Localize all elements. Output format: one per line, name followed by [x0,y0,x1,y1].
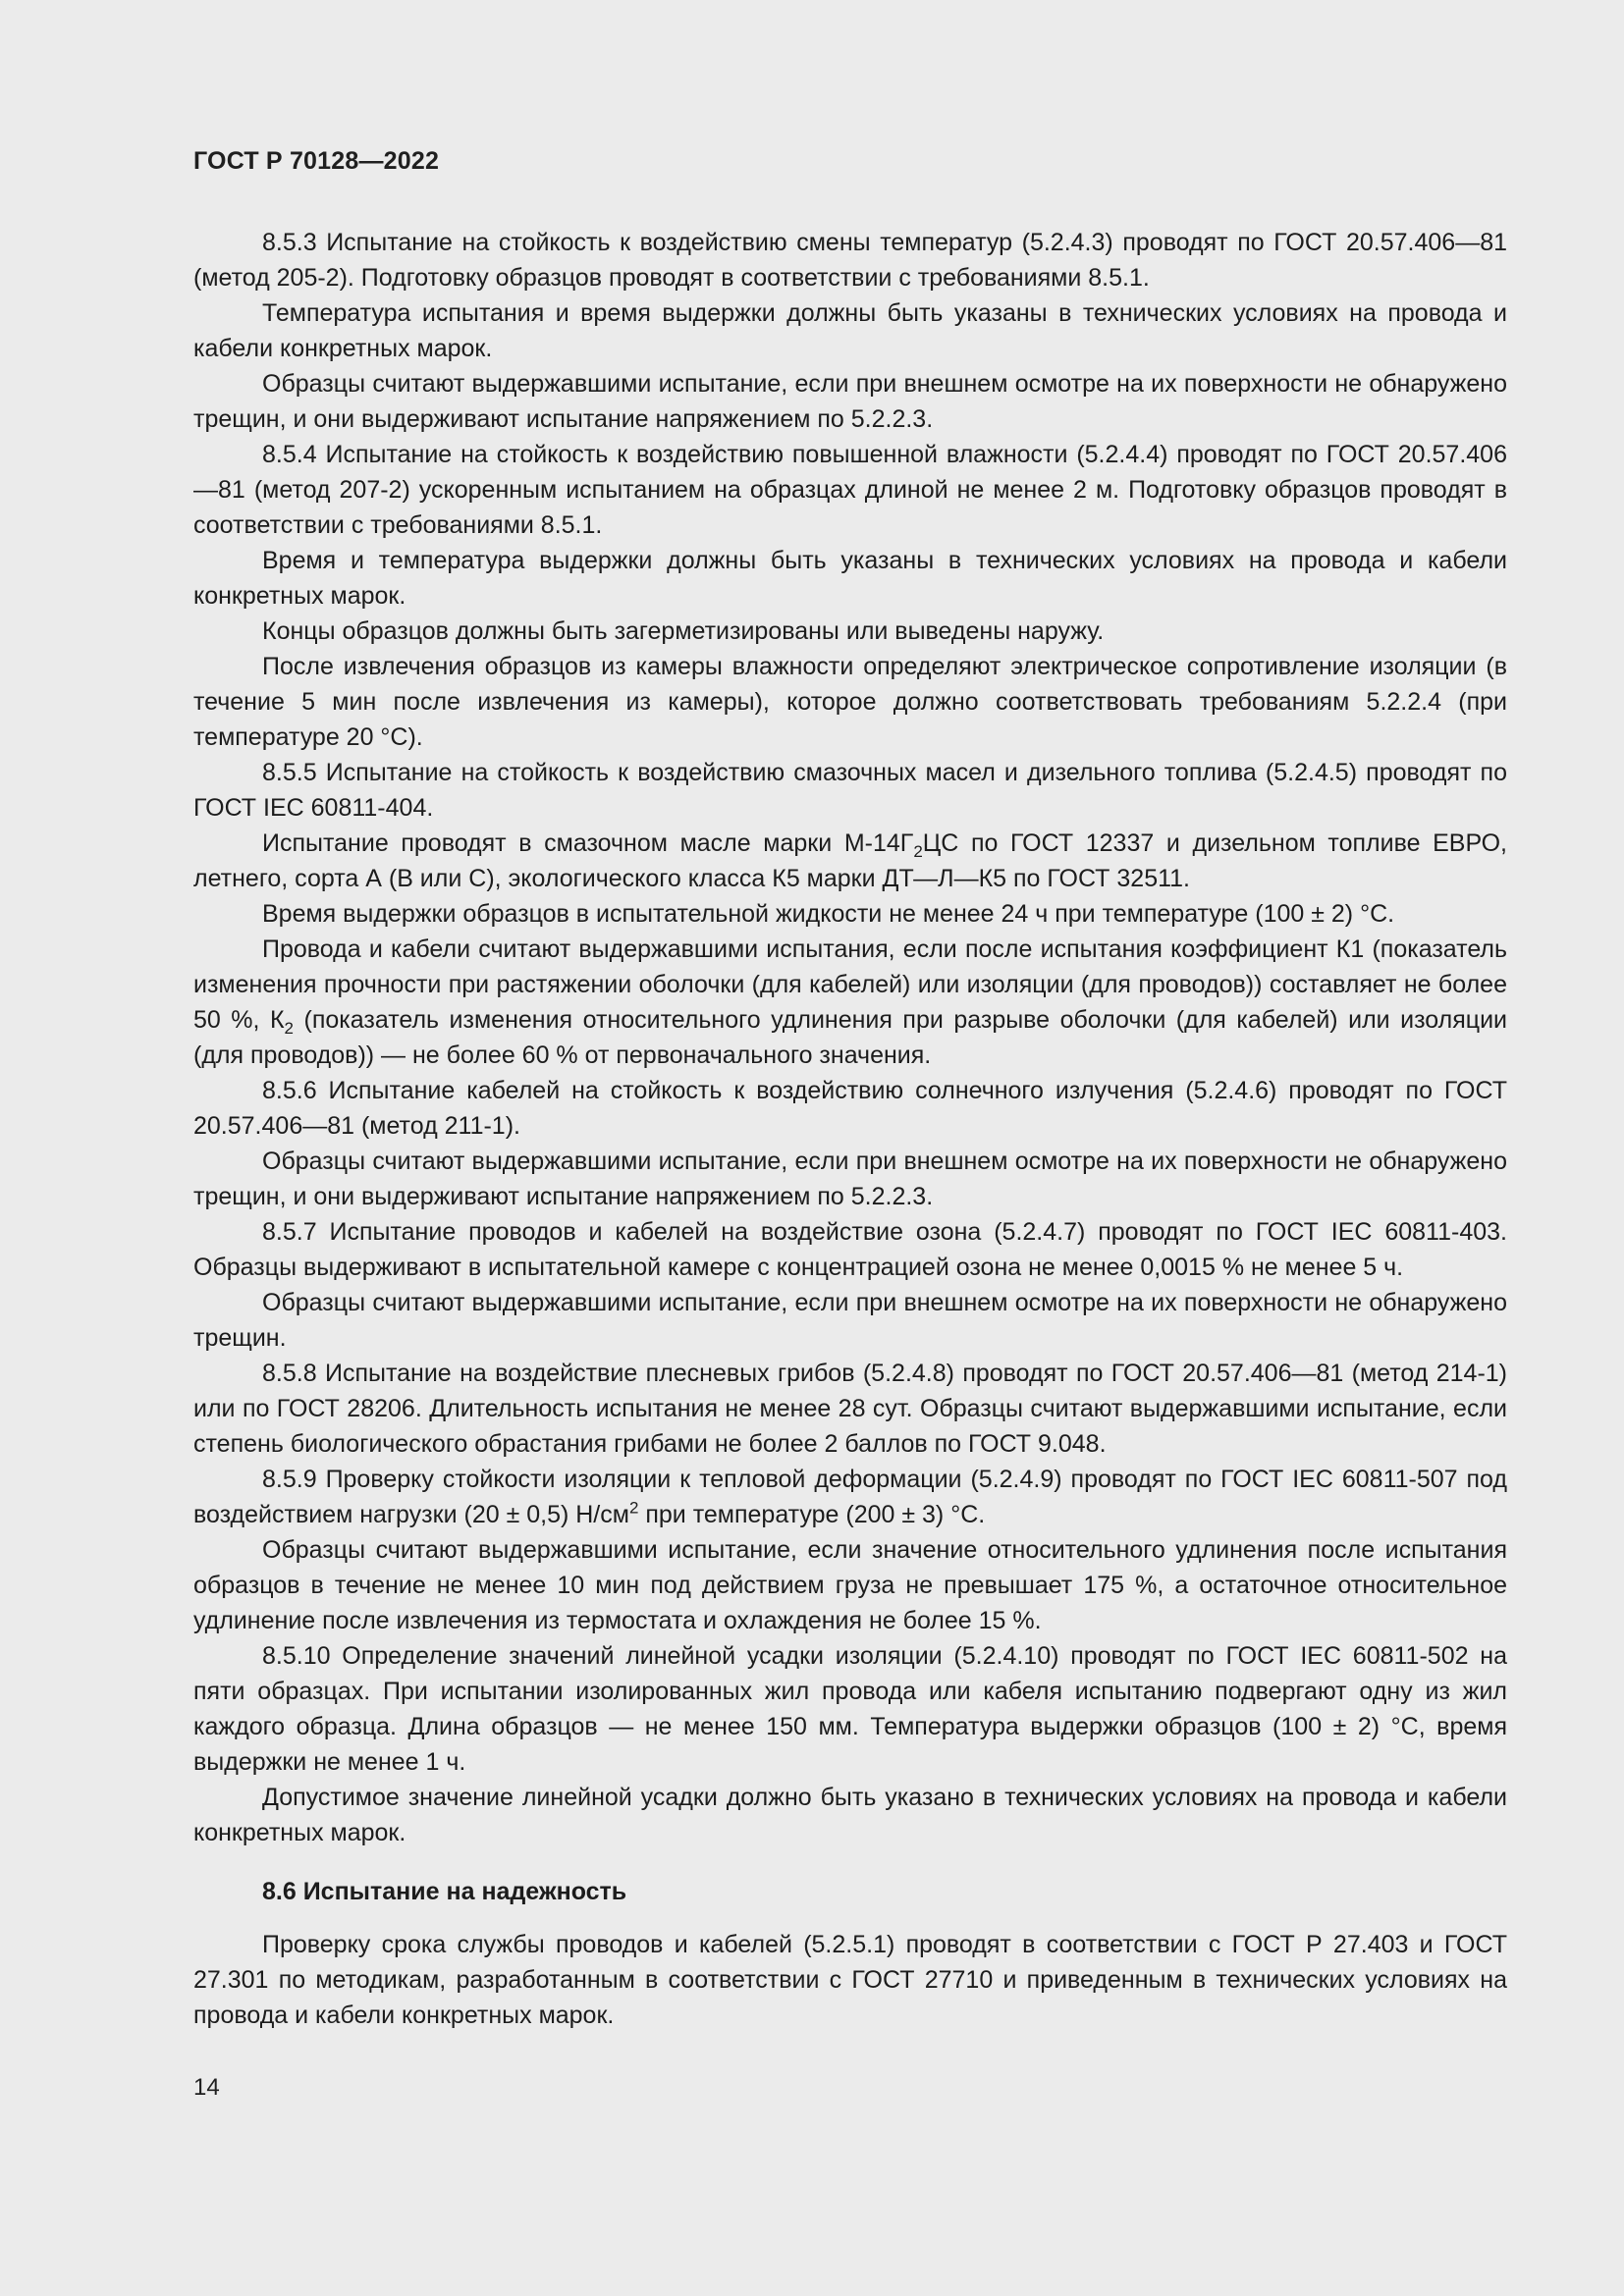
paragraph-8-5-8: 8.5.8 Испытание на воздействие плесневых грибов (5.2.4.8) проводят по ГОСТ 20.57.406—81 (метод 214-1) или по ГОСТ 28206. Длительность испытания не менее 28 сут. Образцы считают выдержавшими испытание, если степень биологического обрастания грибами не более 2 баллов по ГОСТ 9.048. [193,1360,1507,1458]
superscript: 2 [628,1498,639,1518]
text-run: ЦС по ГОСТ 12337 и дизельном топливе ЕВРО, летнего, сорта А (В или С), экологического класса К5 марки ДТ—Л—К5 по ГОСТ 32511. [193,829,1507,892]
paragraph-8-5-6: 8.5.6 Испытание кабелей на стойкость к воздействию солнечного излучения (5.2.4.6) проводят по ГОСТ 20.57.406—81 (метод 211-1). [193,1077,1507,1140]
text-run: при температуре (200 ± 3) °C. [638,1501,986,1528]
paragraph: Время и температура выдержки должны быть указаны в технических условиях на провода и кабели конкретных марок. [193,547,1507,610]
document-code-header: ГОСТ Р 70128—2022 [193,147,440,175]
text-run: 8.5.9 Проверку стойкости изоляции к тепловой деформации (5.2.4.9) проводят по ГОСТ IEC 60811-507 под воздействием нагрузки (20 ± 0,5) Н/см [193,1466,1507,1528]
subscript: 2 [913,842,923,861]
paragraph: Температура испытания и время выдержки должны быть указаны в технических условиях на провода и кабели конкретных марок. [193,299,1507,362]
paragraph-8-5-7: 8.5.7 Испытание проводов и кабелей на воздействие озона (5.2.4.7) проводят по ГОСТ IEC 60811-403. Образцы выдерживают в испытательной камере с концентрацией озона не менее 0,0015 % не менее 5 ч. [193,1218,1507,1281]
page-number: 14 [193,2074,220,2101]
document-body [193,225,1507,2033]
subscript: 2 [284,1019,295,1038]
paragraph-coefficients [193,932,1507,1073]
text-run: Провода и кабели считают выдержавшими испытания, если после испытания коэффициент К1 (показатель изменения прочности при растяжении оболочки (для кабелей) или изоляции (для проводов)) составляет не более 50 %, К [193,935,1507,1034]
paragraph-8-5-10: 8.5.10 Определение значений линейной усадки изоляции (5.2.4.10) проводят по ГОСТ IEC 60811-502 на пяти образцах. При испытании изолированных жил провода или кабеля испытанию подвергают одну из жил каждого образца. Длина образцов — не менее 150 мм. Температура выдержки образцов (100 ± 2) °C, время выдержки не менее 1 ч. [193,1642,1507,1776]
section-heading-8-6: 8.6 Испытание на надежность [262,1878,627,1905]
paragraph-8-5-4: 8.5.4 Испытание на стойкость к воздействию повышенной влажности (5.2.4.4) проводят по ГОСТ 20.57.406—81 (метод 207-2) ускоренным испытанием на образцах длиной не менее 2 м. Подготовку образцов проводят в соответствии с требованиями 8.5.1. [193,441,1507,539]
paragraph: Образцы считают выдержавшими испытание, если при внешнем осмотре на их поверхности не обнаружено трещин. [193,1289,1507,1352]
paragraph-oil-test [193,826,1507,896]
paragraph: Образцы считают выдержавшими испытание, если при внешнем осмотре на их поверхности не обнаружено трещин, и они выдерживают испытание напряжением по 5.2.2.3. [193,1148,1507,1210]
paragraph-final: Проверку срока службы проводов и кабелей (5.2.5.1) проводят в соответствии с ГОСТ Р 27.403 и ГОСТ 27.301 по методикам, разработанным в соответствии с ГОСТ 27710 и приведенным в технических условиях на провода и кабели конкретных марок. [193,1931,1507,2029]
paragraph-8-5-9 [193,1462,1507,1532]
paragraph: После извлечения образцов из камеры влажности определяют электрическое сопротивление изоляции (в течение 5 мин после извлечения из камеры), которое должно соответствовать требованиям 5.2.2.4 (при температуре 20 °C). [193,653,1507,751]
paragraph-8-5-3: 8.5.3 Испытание на стойкость к воздействию смены температур (5.2.4.3) проводят по ГОСТ 20.57.406—81 (метод 205-2). Подготовку образцов проводят в соответствии с требованиями 8.5.1. [193,229,1507,292]
paragraph-8-5-5: 8.5.5 Испытание на стойкость к воздействию смазочных масел и дизельного топлива (5.2.4.5) проводят по ГОСТ IEC 60811-404. [193,759,1507,822]
paragraph: Концы образцов должны быть загерметизированы или выведены наружу. [262,617,1105,645]
text-run: (показатель изменения относительного удлинения при разрыве оболочки (для кабелей) или изоляции (для проводов)) — не более 60 % от первоначального значения. [193,1006,1508,1069]
text-run: Испытание проводят в смазочном масле марки М-14Г [262,829,914,857]
paragraph: Образцы считают выдержавшими испытание, если значение относительного удлинения после испытания образцов в течение не менее 10 мин под действием груза не превышает 175 %, а остаточное относительное удлинение после извлечения из термостата и охлаждения не более 15 %. [193,1536,1507,1634]
paragraph: Образцы считают выдержавшими испытание, если при внешнем осмотре на их поверхности не обнаружено трещин, и они выдерживают испытание напряжением по 5.2.2.3. [193,370,1507,433]
paragraph: Допустимое значение линейной усадки должно быть указано в технических условиях на провода и кабели конкретных марок. [193,1784,1507,1846]
paragraph: Время выдержки образцов в испытательной жидкости не менее 24 ч при температуре (100 ± 2) °C. [262,900,1395,928]
